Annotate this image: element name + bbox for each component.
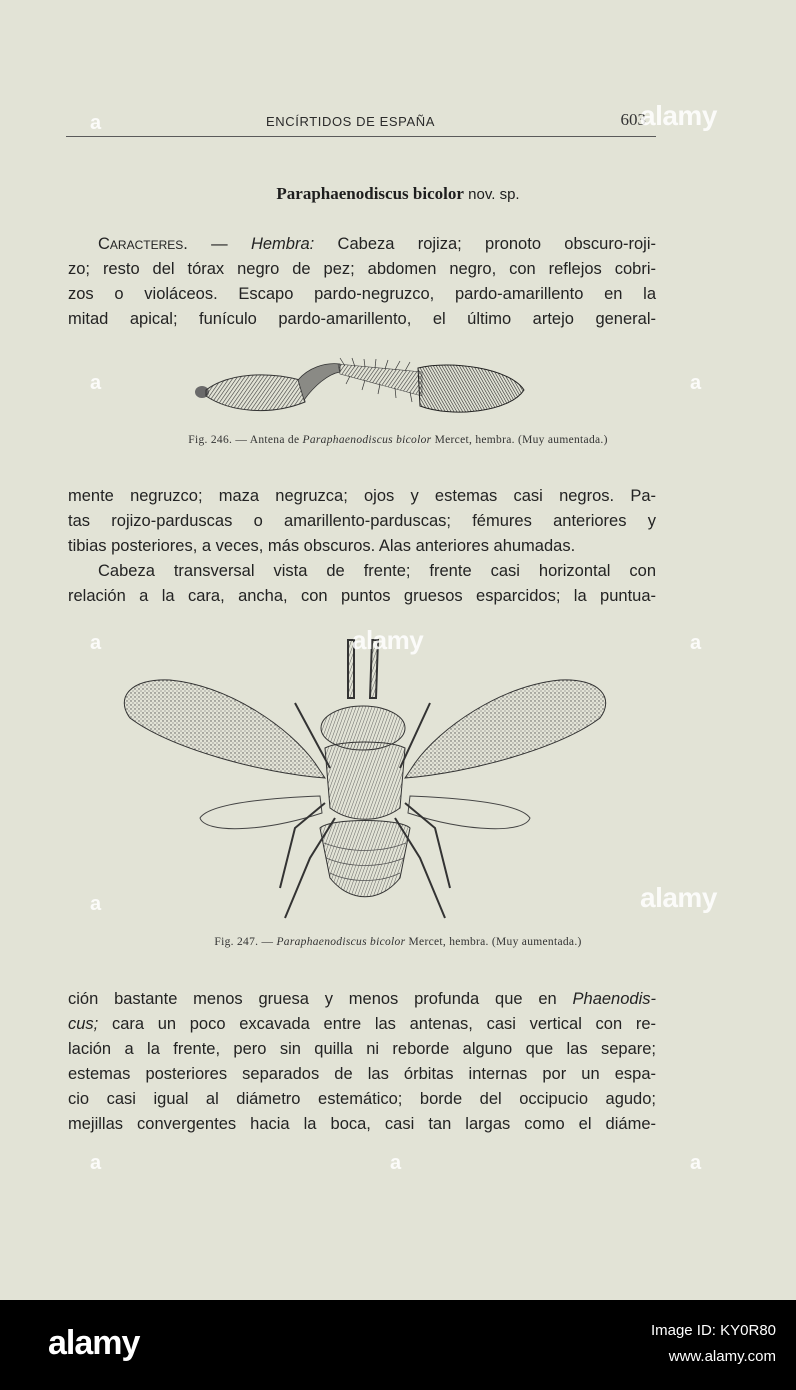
paragraph-coloration [68,484,656,559]
text-line: estemas posteriores separados de las órbitas internas por un espa- [68,1065,656,1083]
wasp-abdomen [320,821,410,897]
wasp-thorax [325,742,405,819]
text-line: zos o violáceos. Escapo pardo-negruzco, pardo-amarillento en la [68,285,656,303]
genus-name: Phaenodis- [572,990,656,1008]
text-line [68,232,656,257]
watermark-letter: a [90,1152,101,1174]
right-hindwing [408,796,530,829]
text-line: relación a la cara, ancha, con puntos gruesos esparcidos; la puntua- [68,587,656,605]
antenna-funicle [338,364,422,396]
watermark-letter: a [90,632,101,654]
right-forewing [405,680,606,778]
text-line [68,987,656,1012]
dash: — [187,235,251,253]
left-hindwing [200,796,322,829]
watermark-alamy: alamy [640,882,717,913]
left-forewing [124,680,325,778]
caption-prefix: Fig. 246. — Antena de [188,434,303,446]
antenna-club [418,365,524,412]
text-line [68,1012,656,1037]
alamy-logo: alamy [48,1324,140,1362]
paragraph-head [68,559,656,609]
species-heading [0,184,796,204]
sex-label: Hembra: [250,235,315,253]
text-line: cio casi igual al diámetro estemático; borde del occipucio agudo; [68,1090,656,1108]
genus-name: cus; [68,1015,99,1033]
watermark-letter: a [90,893,101,915]
line-text: Cabeza rojiza; pronoto obscuro-roji- [314,235,656,253]
caption-suffix: Mercet, hembra. (Muy aumentada.) [431,434,608,446]
antenna-illustration [190,350,530,430]
watermark-letter: a [690,1152,701,1174]
wasp-illustration [110,628,620,928]
text-line: zo; resto del tórax negro de pez; abdomen negro, con reflejos cobri- [68,260,656,278]
text-line: mejillas convergentes hacia la boca, casi tan largas como el diáme- [68,1115,656,1133]
text-line: mitad apical; funículo pardo-amarillento, el último artejo general- [68,310,656,328]
caption-species: Paraphaenodiscus bicolor [302,434,432,446]
watermark-alamy: alamy [352,625,424,655]
running-head-title: ENCÍRTIDOS DE ESPAÑA [266,114,435,129]
paragraph-punctuation [68,987,656,1137]
image-id: Image ID: KY0R80 [650,1322,776,1339]
caption-prefix: Fig. 247. — [214,936,277,948]
text-line: mente negruzco; maza negruzca; ojos y estemas casi negros. Pa- [68,487,656,505]
line-text: ción bastante menos gruesa y menos profunda que en [68,990,573,1008]
paragraph-characters [68,232,656,332]
antenna-pedicel [298,364,340,400]
text-line: lación a la frente, pero sin quilla ni reborde alguno que las separe; [68,1040,656,1058]
watermark-letter: a [90,372,101,394]
running-head [66,108,656,138]
header-rule [66,136,656,137]
stock-footer [0,1300,796,1390]
caption-species: Paraphaenodiscus bicolor [276,936,406,948]
line-text: cara un poco excavada entre las antenas, casi vertical con re- [98,1015,656,1033]
species-note: nov. sp. [468,186,520,203]
text-line: tibias posteriores, a veces, más obscuros. Alas anteriores ahumadas. [68,537,576,555]
watermark-alamy: alamy [640,100,717,131]
caption-suffix: Mercet, hembra. (Muy aumentada.) [405,936,582,948]
figure-247-caption [0,936,796,948]
watermark-letter: a [690,632,701,654]
text-line: tas rojizo-parduscas o amarillento-parduscas; fémures anteriores y [68,512,656,530]
watermark-letter: a [690,372,701,394]
section-label: Caracteres. [98,235,188,253]
watermark-letter: a [390,1152,401,1174]
text-line: Cabeza transversal vista de frente; frente casi horizontal con [98,562,656,580]
figure-246-caption [0,434,796,446]
watermark-letter: a [90,112,101,134]
page-number: 603 [620,110,646,129]
antenna-scape [206,375,305,411]
site-url: www.alamy.com [668,1348,776,1365]
species-name: Paraphaenodiscus bicolor [276,184,464,203]
